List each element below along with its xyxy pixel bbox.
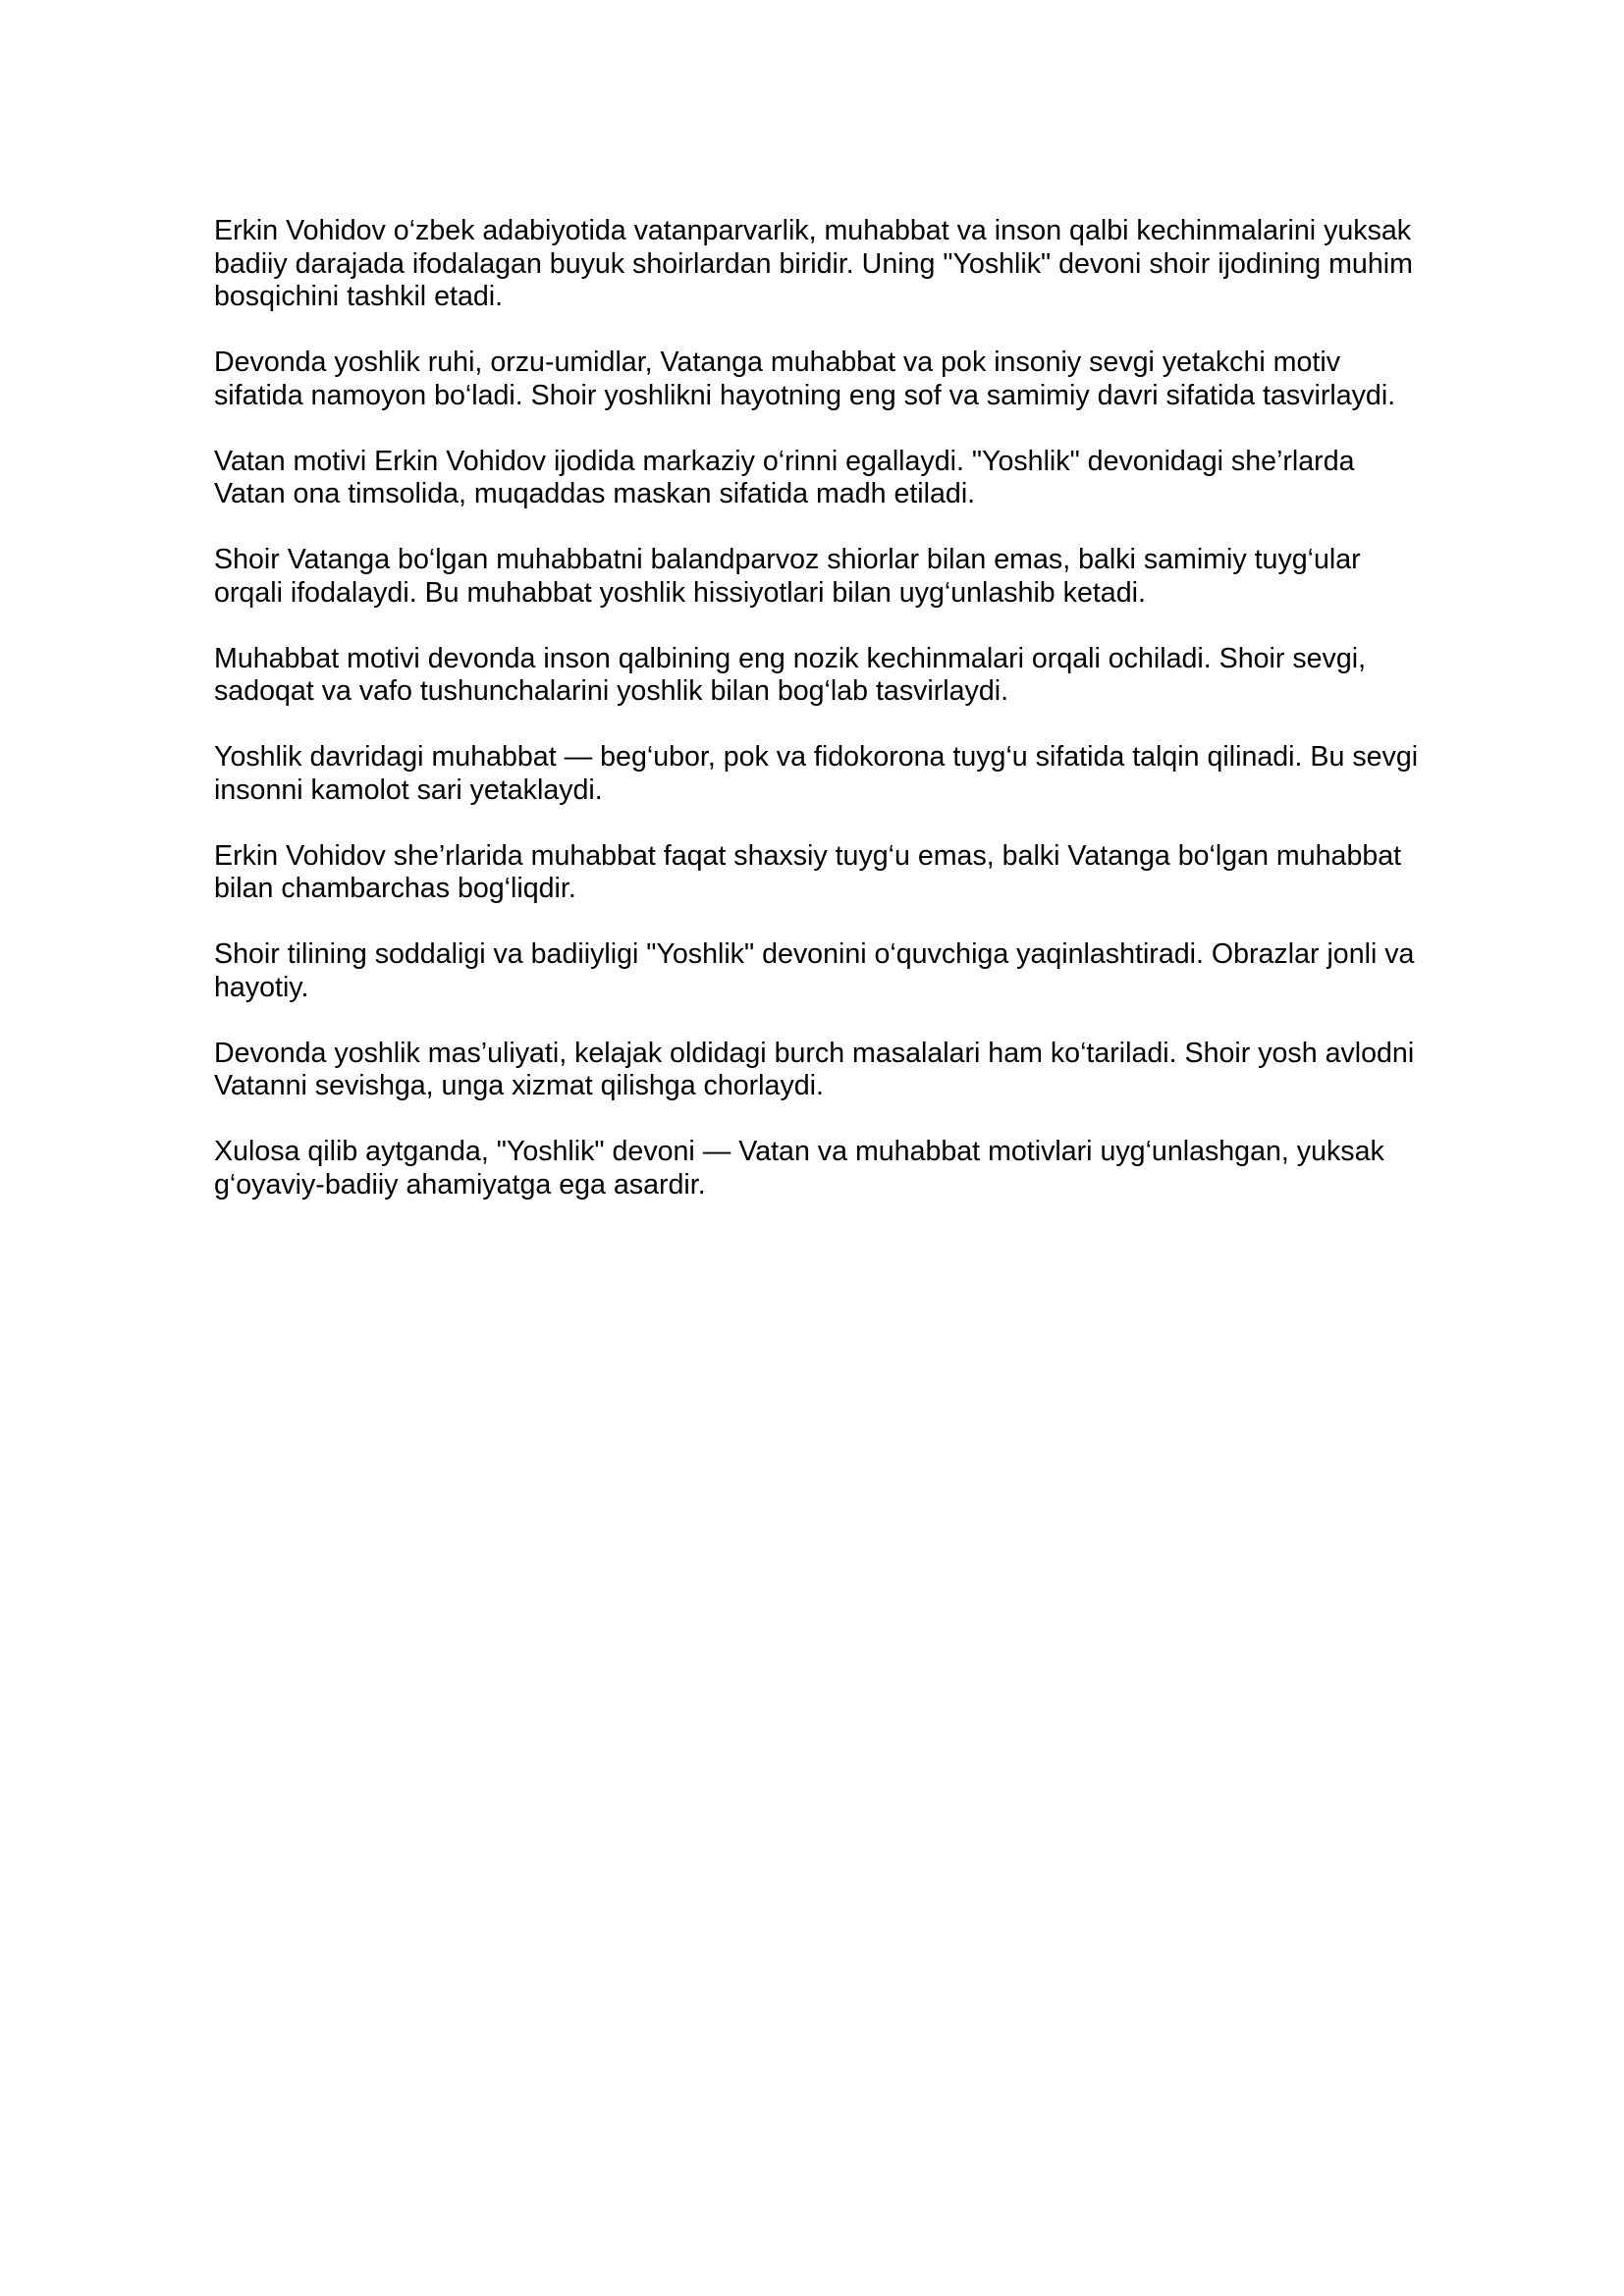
paragraph-6: Yoshlik davridagi muhabbat — beg‘ubor, pok va fidokorona tuyg‘u sifatida talqin qilinadi. Bu sevgi insonni kamolot sari yetaklaydi. xyxy=(214,741,1419,806)
paragraph-1: Erkin Vohidov o‘zbek adabiyotida vatanparvarlik, muhabbat va inson qalbi kechinmalarini yuksak badiiy darajada ifodalagan buyuk shoirlardan biridir. Uning "Yoshlik" devoni shoir ijodining muhim bosqichini tashkil etadi. xyxy=(214,215,1413,312)
paragraph-9: Devonda yoshlik mas’uliyati, kelajak oldidagi burch masalalari ham ko‘tariladi. Shoir yosh avlodni Vatanni sevishga, unga xizmat qilishga chorlaydi. xyxy=(214,1037,1415,1101)
paragraph-8: Shoir tilining soddaligi va badiiyligi "Yoshlik" devonini o‘quvchiga yaqinlashtiradi. Obrazlar jonli va hayotiy. xyxy=(214,938,1415,1003)
paragraph-2: Devonda yoshlik ruhi, orzu-umidlar, Vatanga muhabbat va pok insoniy sevgi yetakchi motiv sifatida namoyon bo‘ladi. Shoir yoshlikni hayotning eng sof va samimiy davri sifatida tasvirlaydi. xyxy=(214,347,1396,411)
paragraph-7: Erkin Vohidov she’rlarida muhabbat faqat shaxsiy tuyg‘u emas, balki Vatanga bo‘lgan muhabbat bilan chambarchas bog‘liqdir. xyxy=(214,839,1402,904)
paragraph-10: Xulosa qilib aytganda, "Yoshlik" devoni — Vatan va muhabbat motivlari uyg‘unlashgan, yuksak g‘oyaviy-badiiy ahamiyatga ega asardir. xyxy=(214,1136,1384,1201)
paragraph-5: Muhabbat motivi devonda inson qalbining eng nozik kechinmalari orqali ochiladi. Shoir sevgi, sadoqat va vafo tushunchalarini yoshlik bilan bog‘lab tasvirlaydi. xyxy=(214,642,1367,707)
paragraph-3: Vatan motivi Erkin Vohidov ijodida markaziy o‘rinni egallaydi. "Yoshlik" devonidagi she’rlarda Vatan ona timsolida, muqaddas maskan sifatida madh etiladi. xyxy=(214,445,1355,509)
paragraph-4: Shoir Vatanga bo‘lgan muhabbatni balandparvoz shiorlar bilan emas, balki samimiy tuyg‘ular orqali ifodalaydi. Bu muhabbat yoshlik hissiyotlari bilan uyg‘unlashib ketadi. xyxy=(214,544,1361,609)
document-body xyxy=(214,215,1422,1201)
